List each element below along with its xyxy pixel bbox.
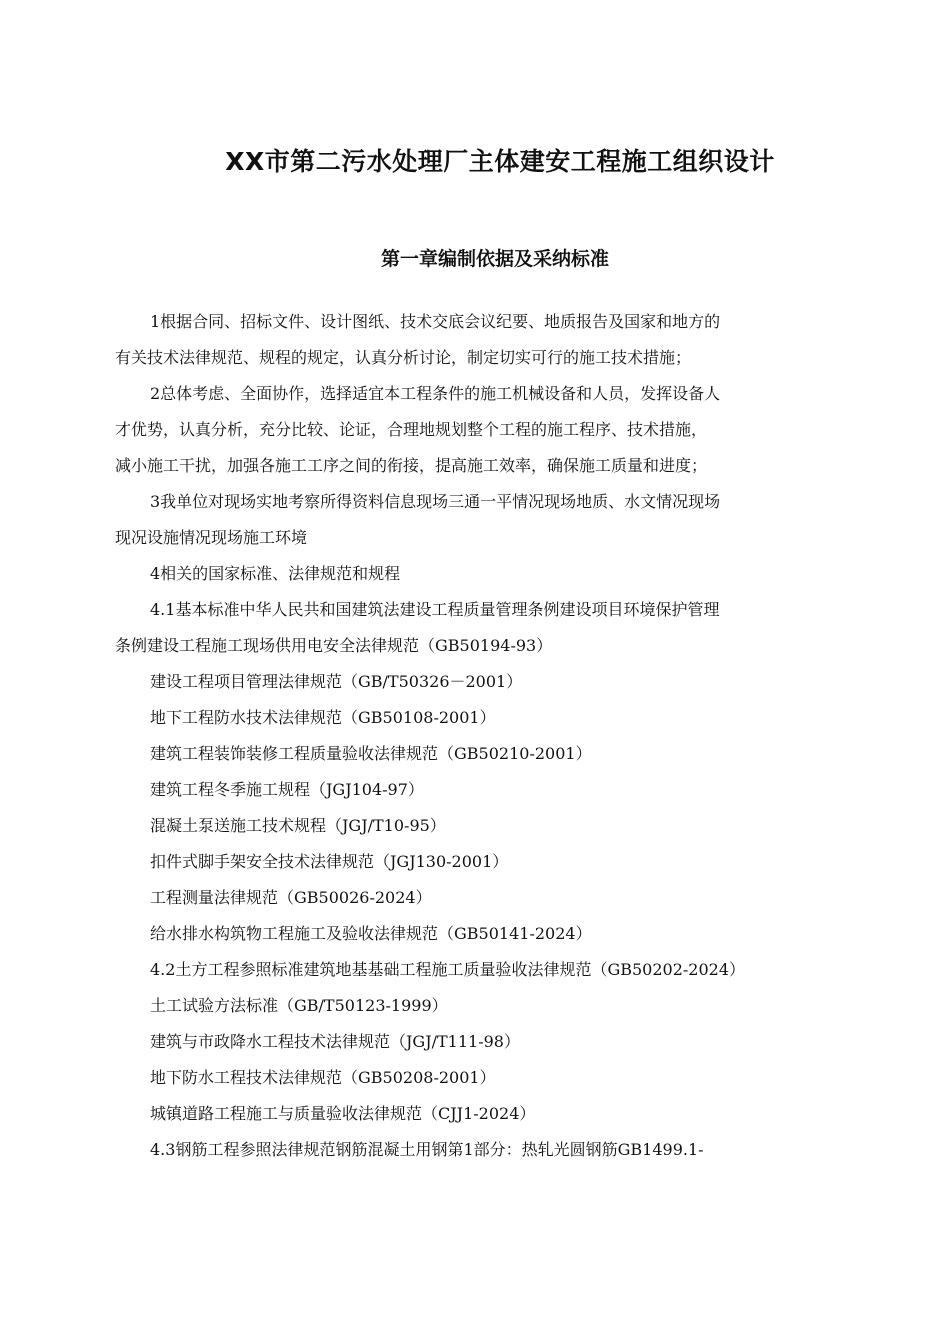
paragraph-line: 4.2土方工程参照标准建筑地基基础工程施工质量验收法律规范（GB50202-2024） — [150, 960, 746, 979]
paragraph-line: 有关技术法律规范、规程的规定，认真分析讨论，制定切实可行的施工技术措施； — [115, 348, 692, 367]
standard-item: 建筑与市政降水工程技术法律规范（JGJ/T111-98） — [150, 1032, 520, 1051]
standard-item: 土工试验方法标准（GB/T50123-1999） — [150, 996, 448, 1015]
paragraph-line: 减小施工干扰，加强各施工工序之间的衔接，提高施工效率，确保施工质量和进度； — [115, 456, 708, 475]
chapter-title: 第一章编制依据及采纳标准 — [380, 248, 609, 270]
standard-item: 地下工程防水技术法律规范（GB50108-2001） — [150, 708, 496, 727]
standard-item: 工程测量法律规范（GB50026-2024） — [150, 888, 432, 907]
standard-item: 地下防水工程技术法律规范（GB50208-2001） — [150, 1068, 496, 1087]
standard-item: 建筑工程冬季施工规程（JGJ104-97） — [150, 780, 424, 799]
paragraph-line: 1根据合同、招标文件、设计图纸、技术交底会议纪要、地质报告及国家和地方的 — [150, 312, 721, 331]
document-title: XX市第二污水处理厂主体建安工程施工组织设计 — [225, 147, 775, 176]
standard-item: 给水排水构筑物工程施工及验收法律规范（GB50141-2024） — [150, 924, 592, 943]
paragraph-line: 现况设施情况现场施工环境 — [115, 528, 308, 547]
paragraph-line: 4.3钢筋工程参照法律规范钢筋混凝土用钢第1部分：热轧光圆钢筋GB1499.1- — [150, 1140, 704, 1159]
standard-item: 城镇道路工程施工与质量验收法律规范（CJJ1-2024） — [150, 1104, 536, 1123]
standard-item: 混凝土泵送施工技术规程（JGJ/T10-95） — [150, 816, 446, 835]
paragraph-line: 条例建设工程施工现场供用电安全法律规范（GB50194-93） — [115, 636, 553, 655]
paragraph-line: 4.1基本标准中华人民共和国建筑法建设工程质量管理条例建设项目环境保护管理 — [150, 600, 720, 619]
standard-item: 建设工程项目管理法律规范（GB/T50326－2001） — [150, 672, 523, 691]
paragraph-line: 才优势，认真分析，充分比较、论证，合理地规划整个工程的施工程序、技术措施， — [115, 420, 708, 439]
standard-item: 扣件式脚手架安全技术法律规范（JGJ130-2001） — [150, 852, 509, 871]
paragraph-line: 2总体考虑、全面协作，选择适宜本工程条件的施工机械设备和人员，发挥设备人 — [150, 384, 721, 403]
standard-item: 建筑工程装饰装修工程质量验收法律规范（GB50210-2001） — [150, 744, 592, 763]
paragraph-line: 4相关的国家标准、法律规范和规程 — [150, 564, 401, 583]
paragraph-line: 3我单位对现场实地考察所得资料信息现场三通一平情况现场地质、水文情况现场 — [150, 492, 721, 511]
